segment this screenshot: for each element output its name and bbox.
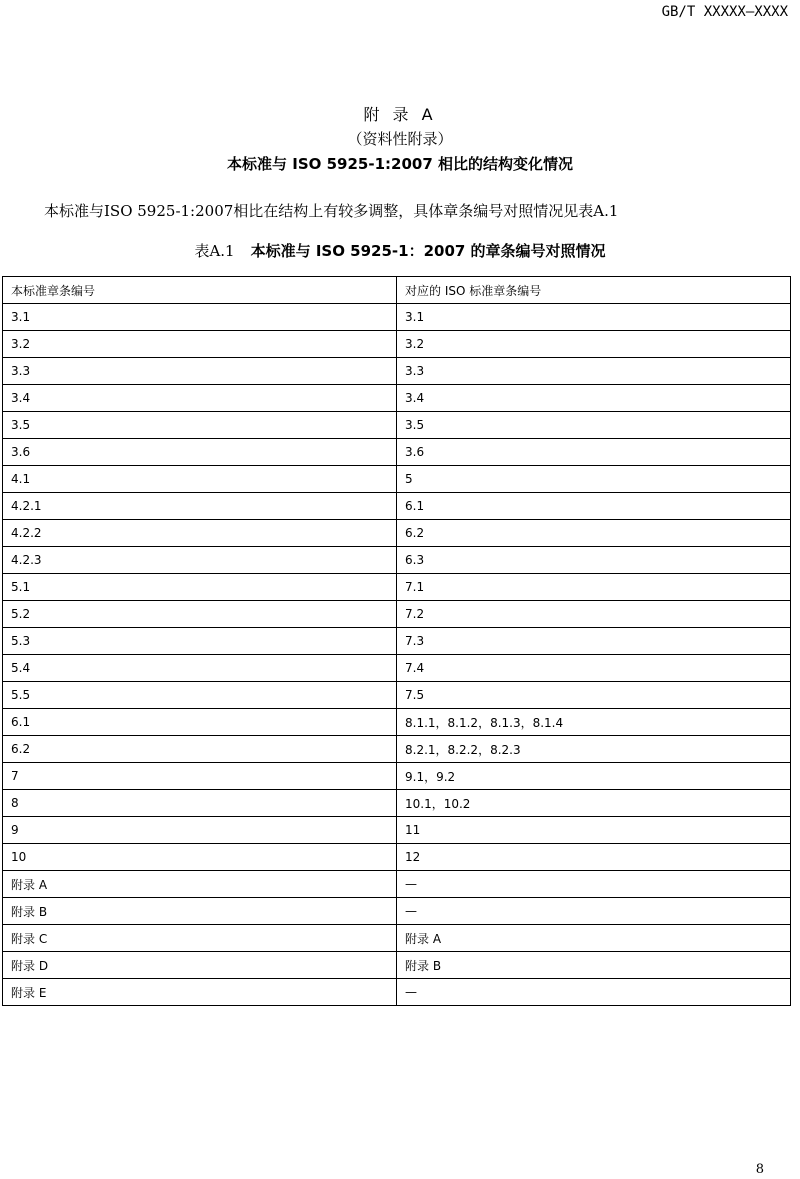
cell-this-standard-clause: 5.2 xyxy=(3,601,397,628)
cell-this-standard-clause: 3.1 xyxy=(3,304,397,331)
table-header-row xyxy=(3,277,791,304)
cell-this-standard-clause: 7 xyxy=(3,763,397,790)
cell-iso-clause: 3.4 xyxy=(397,385,791,412)
cell-iso-clause: 3.2 xyxy=(397,331,791,358)
cell-this-standard-clause: 5.3 xyxy=(3,628,397,655)
cell-this-standard-clause: 4.2.1 xyxy=(3,493,397,520)
cell-this-standard-clause: 4.2.3 xyxy=(3,547,397,574)
table-row xyxy=(3,547,791,574)
cell-this-standard-clause: 5.5 xyxy=(3,682,397,709)
annex-title: 附 录 A xyxy=(363,105,437,124)
cell-this-standard-clause: 附录 D xyxy=(3,952,397,979)
table-caption xyxy=(0,240,800,261)
intro-paragraph: 本标准与ISO 5925-1:2007相比在结构上有较多调整，具体章条编号对照情况见表A.1 xyxy=(44,202,619,220)
cell-iso-clause: 3.1 xyxy=(397,304,791,331)
table-row xyxy=(3,520,791,547)
page-number: 8 xyxy=(755,1162,764,1177)
cell-iso-clause: 11 xyxy=(397,817,791,844)
table-row xyxy=(3,925,791,952)
table-row xyxy=(3,412,791,439)
cell-iso-clause: 7.3 xyxy=(397,628,791,655)
cell-iso-clause: 附录 B xyxy=(397,952,791,979)
column-header-this-standard: 本标准章条编号 xyxy=(3,277,397,304)
table-row xyxy=(3,736,791,763)
cell-this-standard-clause: 附录 E xyxy=(3,979,397,1006)
annex-heading: 本标准与 ISO 5925-1:2007 相比的结构变化情况 xyxy=(227,155,573,173)
table-row xyxy=(3,493,791,520)
table-row xyxy=(3,439,791,466)
table-row xyxy=(3,331,791,358)
cell-iso-clause: 6.3 xyxy=(397,547,791,574)
cell-this-standard-clause: 5.1 xyxy=(3,574,397,601)
table-row xyxy=(3,898,791,925)
cell-this-standard-clause: 3.4 xyxy=(3,385,397,412)
cell-iso-clause: 7.2 xyxy=(397,601,791,628)
table-row xyxy=(3,385,791,412)
table-row xyxy=(3,790,791,817)
cell-iso-clause: 9.1，9.2 xyxy=(397,763,791,790)
column-header-iso-standard: 对应的 ISO 标准章条编号 xyxy=(397,277,791,304)
cell-iso-clause: 12 xyxy=(397,844,791,871)
table-row xyxy=(3,952,791,979)
cell-this-standard-clause: 4.1 xyxy=(3,466,397,493)
cell-this-standard-clause: 附录 A xyxy=(3,871,397,898)
table-body xyxy=(3,304,791,1006)
cell-this-standard-clause: 3.6 xyxy=(3,439,397,466)
cell-iso-clause: 8.1.1，8.1.2，8.1.3，8.1.4 xyxy=(397,709,791,736)
table-row xyxy=(3,763,791,790)
cell-iso-clause: — xyxy=(397,871,791,898)
cell-iso-clause: 7.4 xyxy=(397,655,791,682)
cell-this-standard-clause: 8 xyxy=(3,790,397,817)
cell-this-standard-clause: 附录 B xyxy=(3,898,397,925)
table-row xyxy=(3,358,791,385)
table-row xyxy=(3,655,791,682)
cell-iso-clause: 3.3 xyxy=(397,358,791,385)
cell-iso-clause: 7.1 xyxy=(397,574,791,601)
cell-this-standard-clause: 10 xyxy=(3,844,397,871)
table-row xyxy=(3,574,791,601)
cell-iso-clause: — xyxy=(397,898,791,925)
table-caption-number: 表A.1 xyxy=(194,242,235,260)
cell-this-standard-clause: 4.2.2 xyxy=(3,520,397,547)
table-row xyxy=(3,979,791,1006)
cell-this-standard-clause: 9 xyxy=(3,817,397,844)
clause-mapping-table xyxy=(2,276,791,1006)
cell-this-standard-clause: 6.1 xyxy=(3,709,397,736)
cell-this-standard-clause: 3.3 xyxy=(3,358,397,385)
table-row xyxy=(3,304,791,331)
cell-this-standard-clause: 5.4 xyxy=(3,655,397,682)
table-caption-text: 本标准与 ISO 5925-1：2007 的章条编号对照情况 xyxy=(250,242,606,260)
cell-this-standard-clause: 附录 C xyxy=(3,925,397,952)
table-row xyxy=(3,466,791,493)
cell-iso-clause: 6.2 xyxy=(397,520,791,547)
table-row xyxy=(3,871,791,898)
cell-iso-clause: 10.1，10.2 xyxy=(397,790,791,817)
annex-nature: （资料性附录） xyxy=(347,130,453,148)
table-row xyxy=(3,601,791,628)
table-row xyxy=(3,709,791,736)
cell-iso-clause: 8.2.1，8.2.2，8.2.3 xyxy=(397,736,791,763)
document-code: GB/T XXXXX—XXXX xyxy=(661,4,788,20)
cell-iso-clause: 3.5 xyxy=(397,412,791,439)
cell-this-standard-clause: 3.5 xyxy=(3,412,397,439)
cell-iso-clause: 3.6 xyxy=(397,439,791,466)
cell-this-standard-clause: 3.2 xyxy=(3,331,397,358)
cell-this-standard-clause: 6.2 xyxy=(3,736,397,763)
table-row xyxy=(3,844,791,871)
table-row xyxy=(3,628,791,655)
table-row xyxy=(3,682,791,709)
cell-iso-clause: 5 xyxy=(397,466,791,493)
cell-iso-clause: — xyxy=(397,979,791,1006)
table-row xyxy=(3,817,791,844)
cell-iso-clause: 7.5 xyxy=(397,682,791,709)
cell-iso-clause: 附录 A xyxy=(397,925,791,952)
cell-iso-clause: 6.1 xyxy=(397,493,791,520)
